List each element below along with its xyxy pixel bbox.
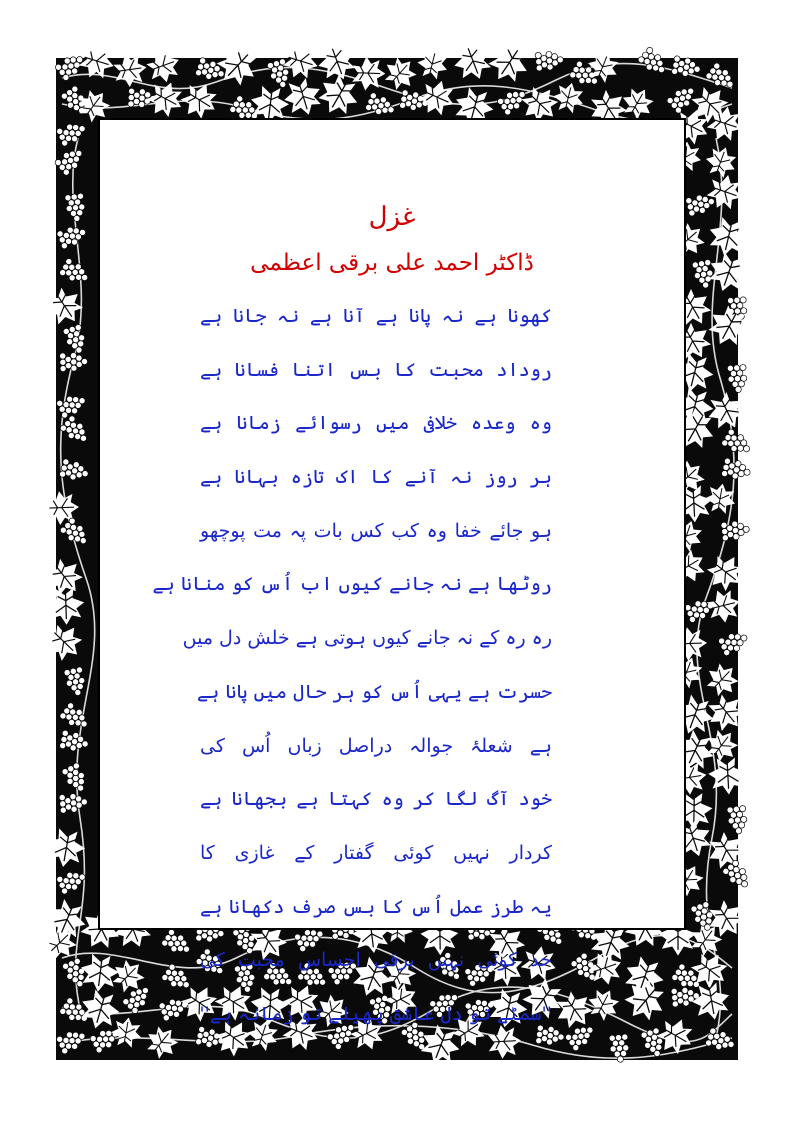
verse-line: حد کوئی نہیں برقی احساس محبت کی bbox=[200, 949, 552, 972]
ornamental-border bbox=[56, 58, 738, 1060]
poem-verses bbox=[152, 304, 552, 1056]
verse-line: ''سمٹے تو دل عاشق پھیلے تو زمانہ ہے'' bbox=[199, 1002, 552, 1025]
verse-line: خود آگ لگا کر وہ کہتا ہے بجھانا ہے bbox=[200, 788, 552, 811]
poem-title: غزل bbox=[368, 202, 416, 232]
verse-line: کھونا ہے نہ پانا ہے آنا ہے نہ جانا ہے bbox=[200, 305, 552, 327]
verse-line: حسرت ہے یہی اُس کو ہر حال میں پانا ہے bbox=[197, 680, 552, 703]
verse-line: رہ رہ کے نہ جانے کیوں ہوتی ہے خلش دل میں bbox=[182, 627, 552, 650]
verse-line: کردار نہیں کوئی گفتار کے غازی کا bbox=[200, 841, 552, 864]
poem-panel bbox=[100, 120, 684, 1025]
verse-line: روٹھا ہے نہ جانے کیوں اب اُس کو منانا ہے bbox=[152, 573, 552, 596]
verse-line: ہے شعلۂ جوالہ دراصل زباں اُس کی bbox=[200, 734, 552, 757]
verse-line: ہو جائے خفا وہ کب کس بات پہ مت پوچھو bbox=[200, 519, 552, 542]
verse-line: وہ وعدہ خلافی میں رسوائے زمانا ہے bbox=[200, 412, 552, 435]
verse-line: روداد محبت کا بس اتنا فسانا ہے bbox=[200, 358, 552, 381]
poem-author: ڈاکٹر احمد علی برقی اعظمی bbox=[250, 250, 534, 276]
verse-line: یہ طرز عمل اُس کا بس صرف دکھانا ہے bbox=[200, 895, 552, 918]
verse-line: ہر روز نہ آنے کا اک تازہ بہانا ہے bbox=[200, 466, 552, 489]
